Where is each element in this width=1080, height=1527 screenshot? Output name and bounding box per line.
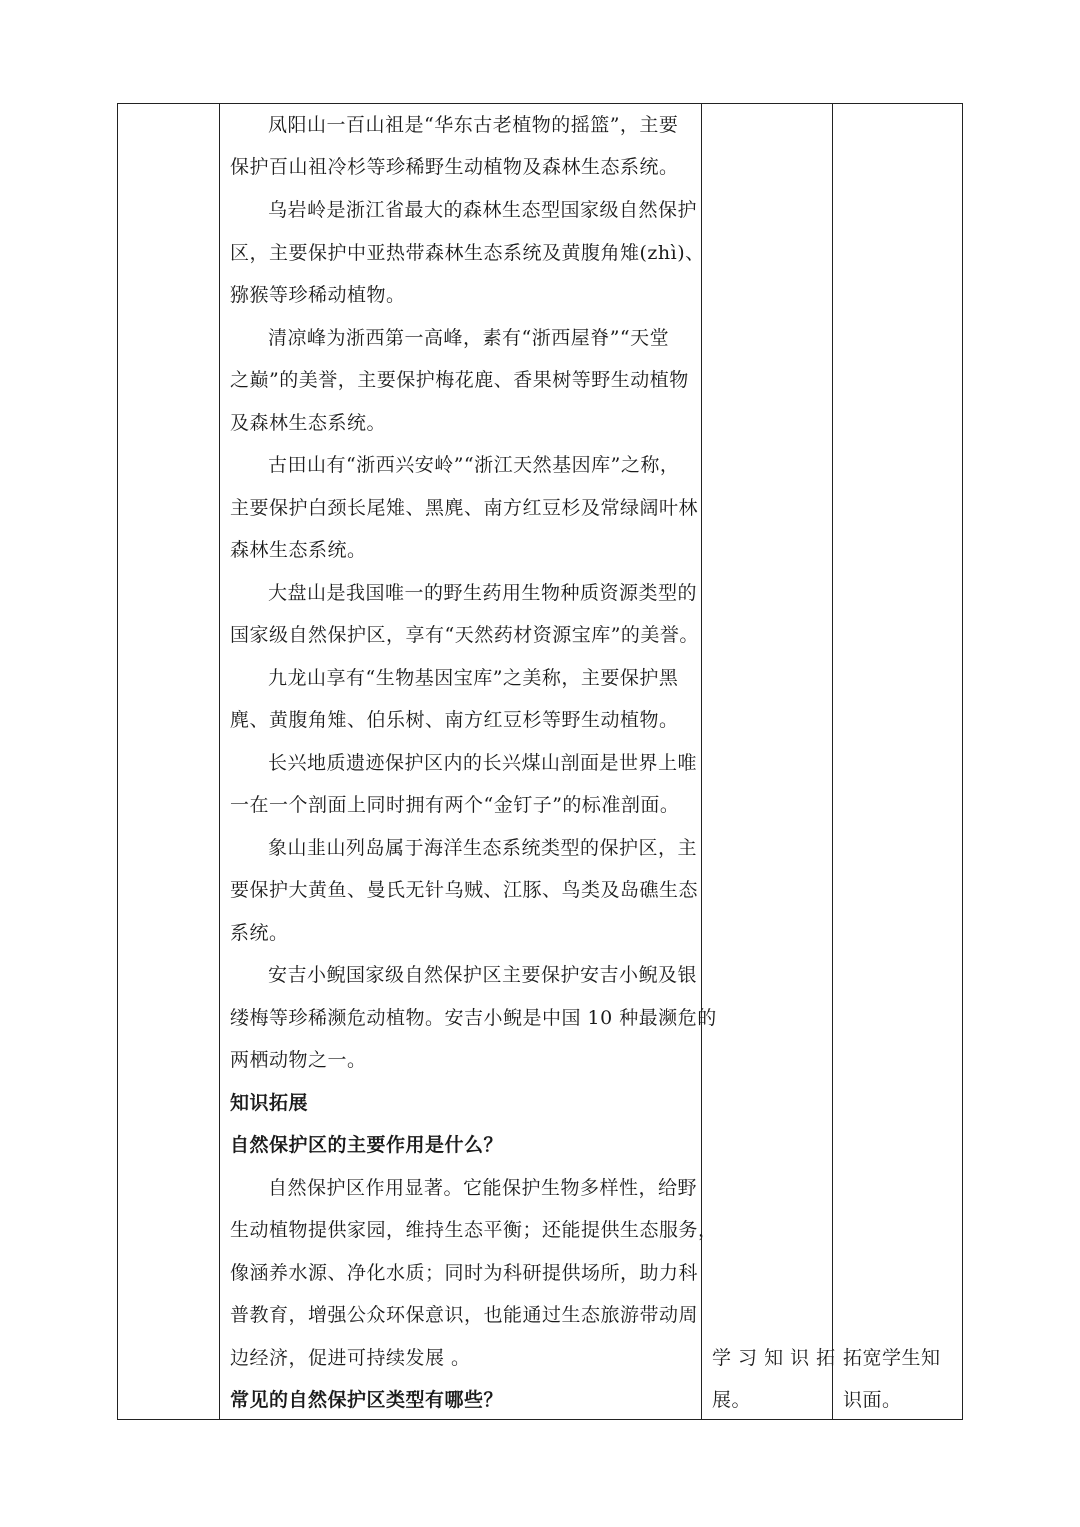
p3-line-1: 清凉峰为浙西第一高峰，素有“浙西屋脊”“天堂 — [268, 327, 670, 349]
p2-line-2: 区，主要保护中亚热带森林生态系统及黄腹角雉(zhì)、 — [230, 242, 705, 264]
question-1: 自然保护区的主要作用是什么？ — [230, 1134, 504, 1156]
content-column-cell — [230, 104, 718, 1419]
p7-line-1: 长兴地质遗迹保护区内的长兴煤山剖面是世界上唯 — [268, 752, 698, 774]
p1-line-1: 凤阳山一百山祖是“华东古老植物的摇篮”，主要 — [268, 114, 679, 136]
first-column-cell — [118, 104, 218, 1419]
p4-line-2: 主要保护白颈长尾雉、黑麂、南方红豆杉及常绿阔叶林 — [230, 497, 699, 519]
p4-line-3: 森林生态系统。 — [230, 539, 367, 561]
p8-line-1: 象山韭山列岛属于海洋生态系统类型的保护区，主 — [268, 837, 698, 859]
p3-line-3: 及森林生态系统。 — [230, 412, 387, 434]
p7-line-2: 一在一个剖面上同时拥有两个“金钉子”的标准剖面。 — [230, 794, 680, 816]
student-activity-line-1: 学 习 知 识 拓 — [712, 1347, 836, 1369]
p6-line-1: 九龙山享有“生物基因宝库”之美称，主要保护黑 — [268, 667, 679, 689]
p2-line-1: 乌岩岭是浙江省最大的森林生态型国家级自然保护 — [268, 199, 698, 221]
p9-line-2: 缕梅等珍稀濒危动植物。安吉小鲵是中国 10 种最濒危的 — [230, 1007, 717, 1029]
design-intent-line-1: 拓宽学生知 — [843, 1347, 941, 1369]
section-heading: 知识拓展 — [230, 1092, 309, 1114]
p8-line-2: 要保护大黄鱼、曼氏无针乌贼、江豚、鸟类及岛礁生态 — [230, 879, 699, 901]
student-activity-cell — [702, 104, 836, 1419]
column-divider-1 — [219, 104, 220, 1419]
p3-line-2: 之巅”的美誉，主要保护梅花鹿、香果树等野生动植物 — [230, 369, 689, 391]
answer-1-line-1: 自然保护区作用显著。它能保护生物多样性，给野 — [268, 1177, 698, 1199]
design-intent-line-2: 识面。 — [843, 1389, 902, 1411]
p4-line-1: 古田山有“浙西兴安岭”“浙江天然基因库”之称， — [268, 454, 680, 476]
p2-line-3: 猕猴等珍稀动植物。 — [230, 284, 406, 306]
p9-line-1: 安吉小鲵国家级自然保护区主要保护安吉小鲵及银 — [268, 964, 698, 986]
question-2: 常见的自然保护区类型有哪些？ — [230, 1389, 504, 1411]
p1-line-2: 保护百山祖冷杉等珍稀野生动植物及森林生态系统。 — [230, 156, 679, 178]
p5-line-1: 大盘山是我国唯一的野生药用生物种质资源类型的 — [268, 582, 698, 604]
answer-1-line-4: 普教育，增强公众环保意识，也能通过生态旅游带动周 — [230, 1304, 699, 1326]
design-intent-cell — [833, 104, 959, 1419]
answer-1-line-2: 生动植物提供家园，维持生态平衡；还能提供生态服务， — [230, 1219, 718, 1241]
lesson-table — [117, 103, 963, 1420]
p5-line-2: 国家级自然保护区，享有“天然药材资源宝库”的美誉。 — [230, 624, 699, 646]
p6-line-2: 麂、黄腹角雉、伯乐树、南方红豆杉等野生动植物。 — [230, 709, 679, 731]
answer-1-line-5: 边经济，促进可持续发展 。 — [230, 1347, 471, 1369]
p9-line-3: 两栖动物之一。 — [230, 1049, 367, 1071]
answer-1-line-3: 像涵养水源、净化水质；同时为科研提供场所，助力科 — [230, 1262, 699, 1284]
p8-line-3: 系统。 — [230, 922, 289, 944]
student-activity-line-2: 展。 — [712, 1389, 752, 1411]
